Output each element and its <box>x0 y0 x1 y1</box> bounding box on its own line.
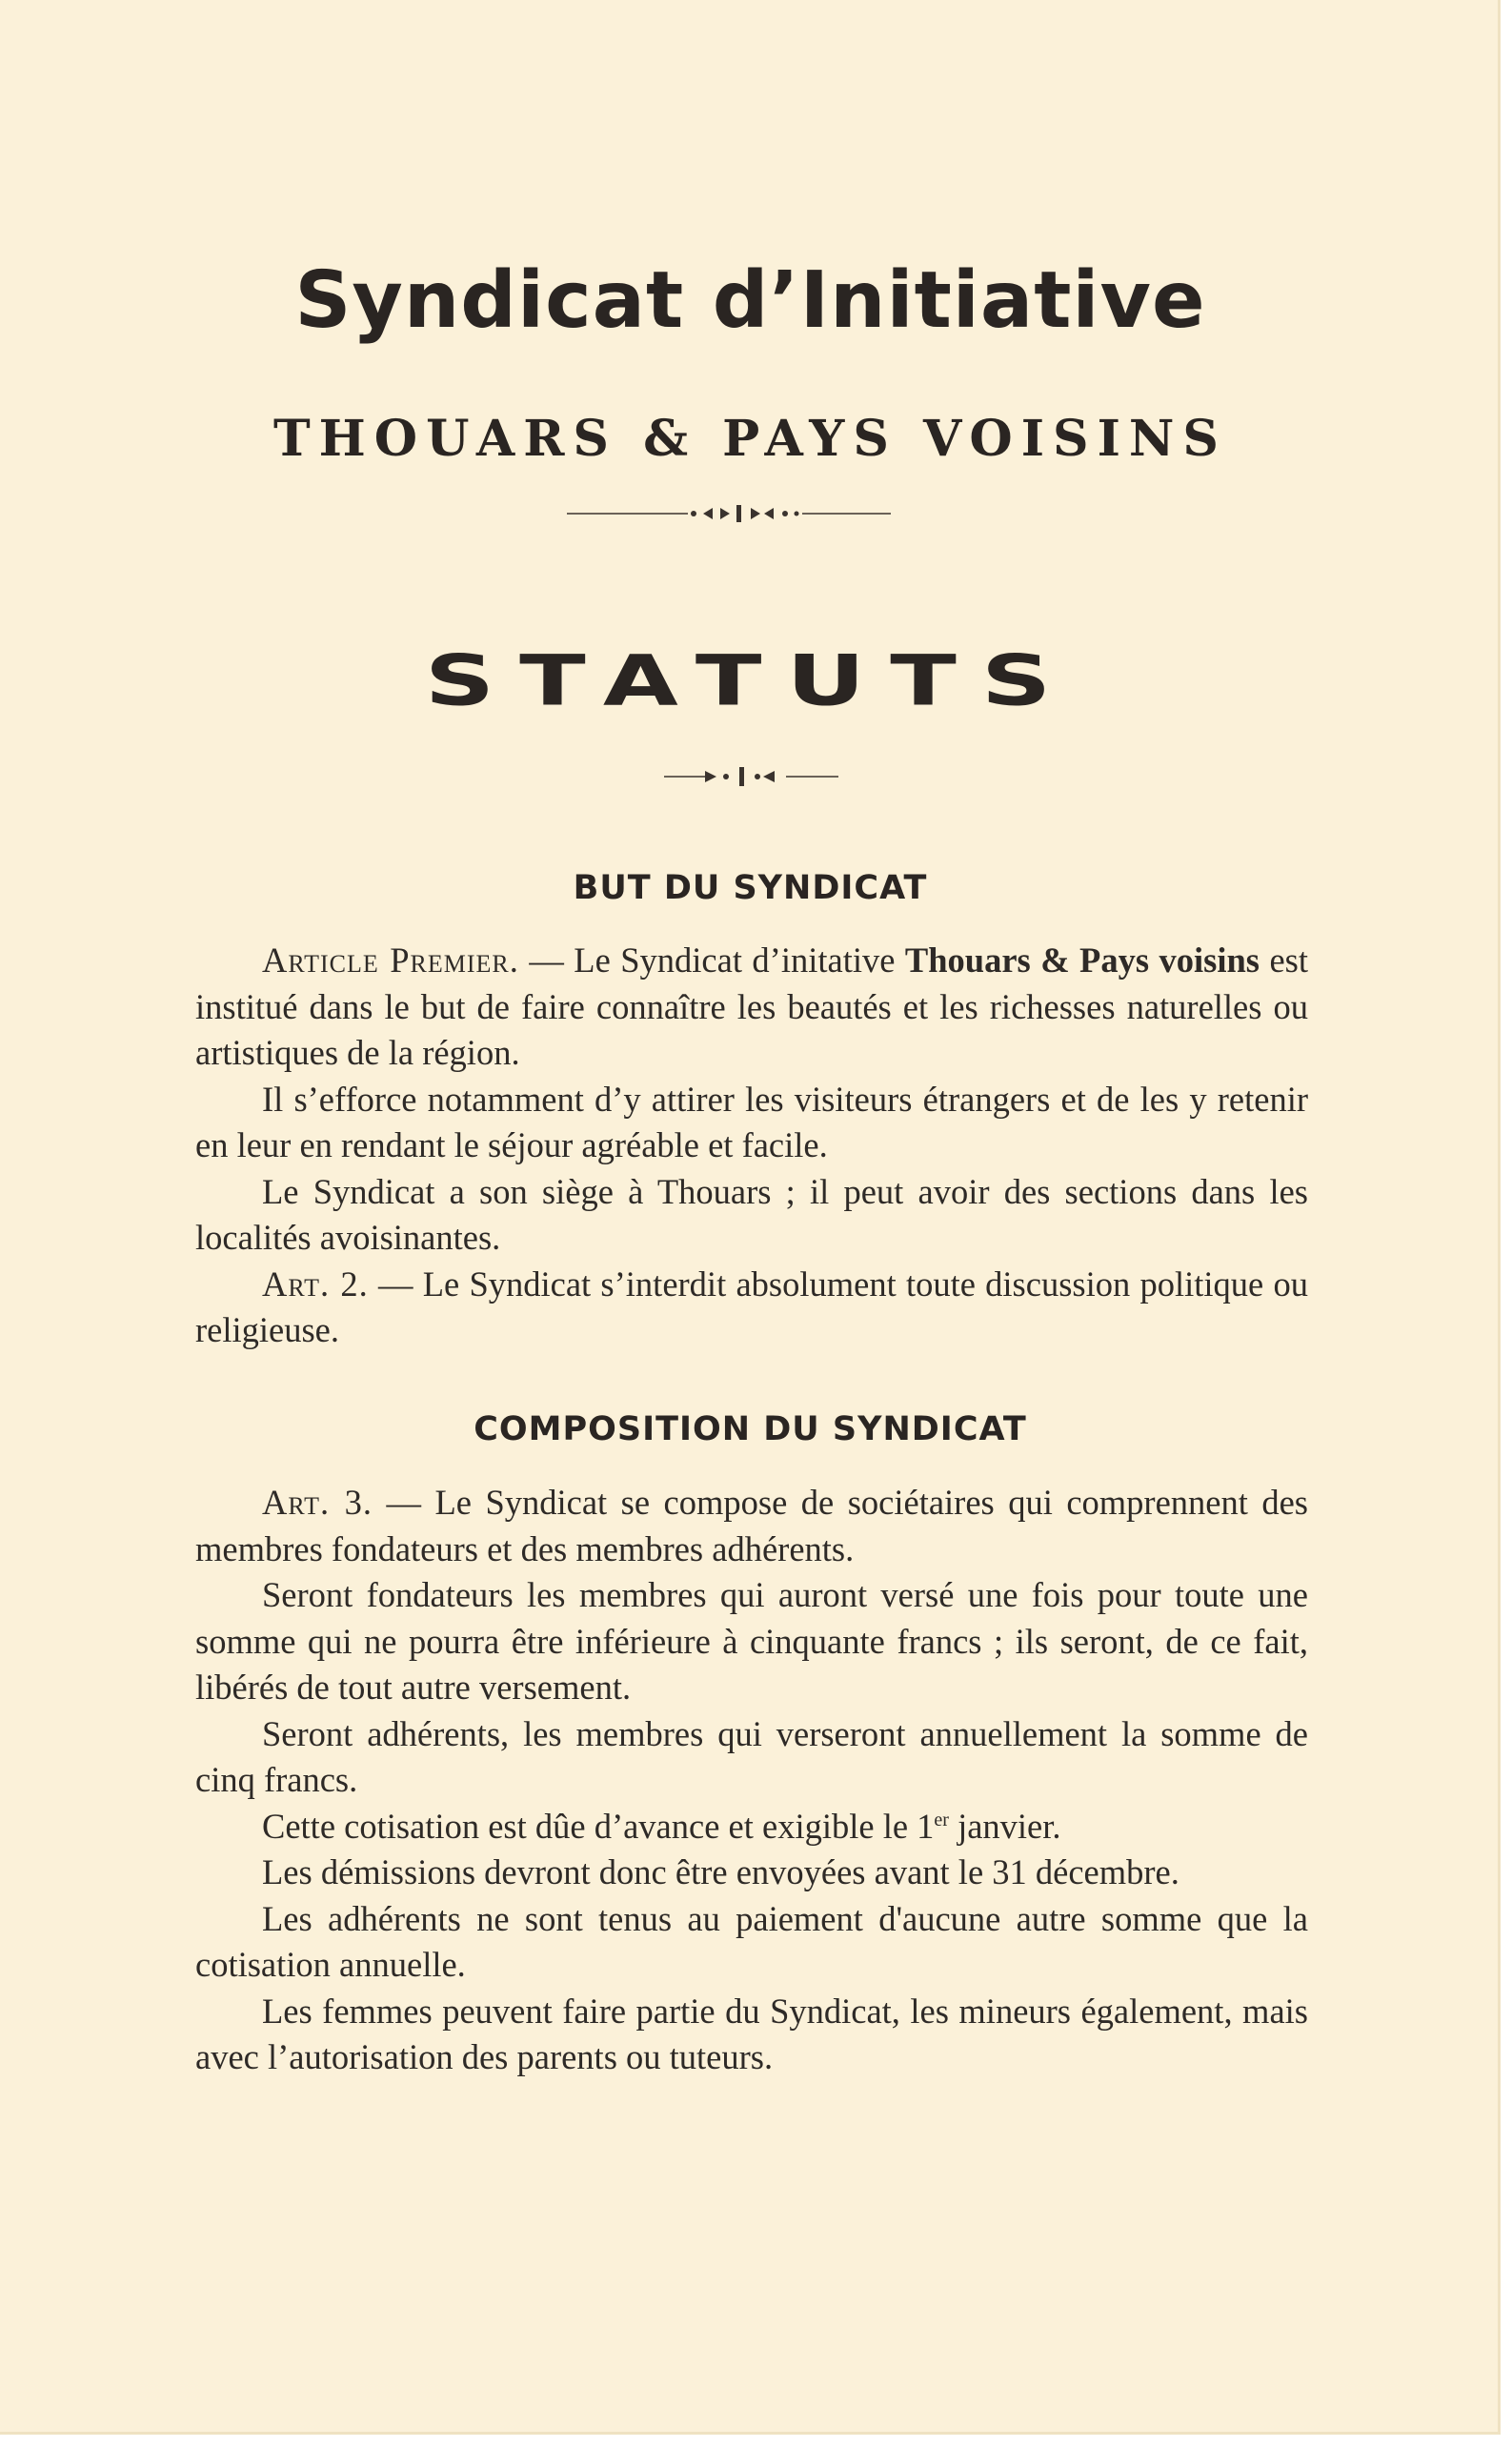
paragraph-article-premier <box>195 938 1308 1077</box>
statuts-heading: STATUTS <box>424 640 1077 722</box>
paragraph-text: Cette cotisation est dûe d’avance et exigible le 1 <box>262 1806 935 1846</box>
section-heading-but: BUT DU SYNDICAT <box>573 869 928 907</box>
paragraph-text: Le Syndicat d’initative <box>574 940 905 980</box>
paragraph-text: Le Syndicat s’interdit absolument toute discussion politique ou religieuse. <box>195 1264 1308 1349</box>
article-separator: — <box>373 1483 435 1522</box>
document-subtitle: THOUARS & PAYS VOISINS <box>272 410 1227 468</box>
paragraph: Le Syndicat a son siège à Thouars ; il peut avoir des sections dans les localités avoisinantes. <box>195 1171 1308 1257</box>
section-body-composition <box>195 1480 1308 2081</box>
article-label: Art. 2. <box>262 1264 369 1304</box>
paragraph: Seront adhérents, les membres qui verseront annuellement la somme de cinq francs. <box>195 1713 1308 1799</box>
article-label: Article Premier. <box>262 940 519 980</box>
section-heading-composition: COMPOSITION DU SYNDICAT <box>474 1410 1027 1448</box>
paragraph: Les démissions devront donc être envoyées avant le 31 décembre. <box>262 1852 1179 1891</box>
paragraph-text: est institué dans le but de faire connaître les beautés et les richesses naturelles ou artistiques de la région. <box>195 940 1308 1072</box>
ornament-divider-top <box>0 499 1501 528</box>
superscript: er <box>934 1809 949 1830</box>
paragraph-text: janvier. <box>948 1806 1061 1846</box>
syndicate-name: Thouars & Pays voisins <box>904 940 1260 980</box>
paragraph: Les femmes peuvent faire partie du Syndicat, les mineurs également, mais avec l’autorisation des parents ou tuteurs. <box>195 1991 1308 2076</box>
paragraph-cotisation <box>195 1804 1308 1850</box>
paragraph-article-3 <box>195 1480 1308 1572</box>
section-body-but <box>195 938 1308 1354</box>
ornament-divider-bottom <box>0 762 1501 791</box>
paragraph: Seront fondateurs les membres qui auront versé une fois pour toute une somme qui ne pourra être inférieure à cinquante francs ; ils seront, de ce fait, libérés de tout autre versement. <box>195 1575 1308 1707</box>
paragraph: Il s’efforce notamment d’y attirer les visiteurs étrangers et de les y retenir en leur en rendant le séjour agréable et facile. <box>195 1079 1308 1164</box>
article-label: Art. 3. <box>262 1483 373 1522</box>
document-title: Syndicat d’Initiative <box>294 255 1206 346</box>
paragraph: Les adhérents ne sont tenus au paiement d'aucune autre somme que la cotisation annuelle. <box>195 1898 1308 1984</box>
paragraph-text: Le Syndicat se compose de sociétaires qui comprennent des membres fondateurs et des membres adhérents. <box>195 1483 1308 1568</box>
article-separator: — <box>518 940 575 980</box>
article-separator: — <box>368 1264 423 1304</box>
paragraph-article-2 <box>195 1262 1308 1354</box>
